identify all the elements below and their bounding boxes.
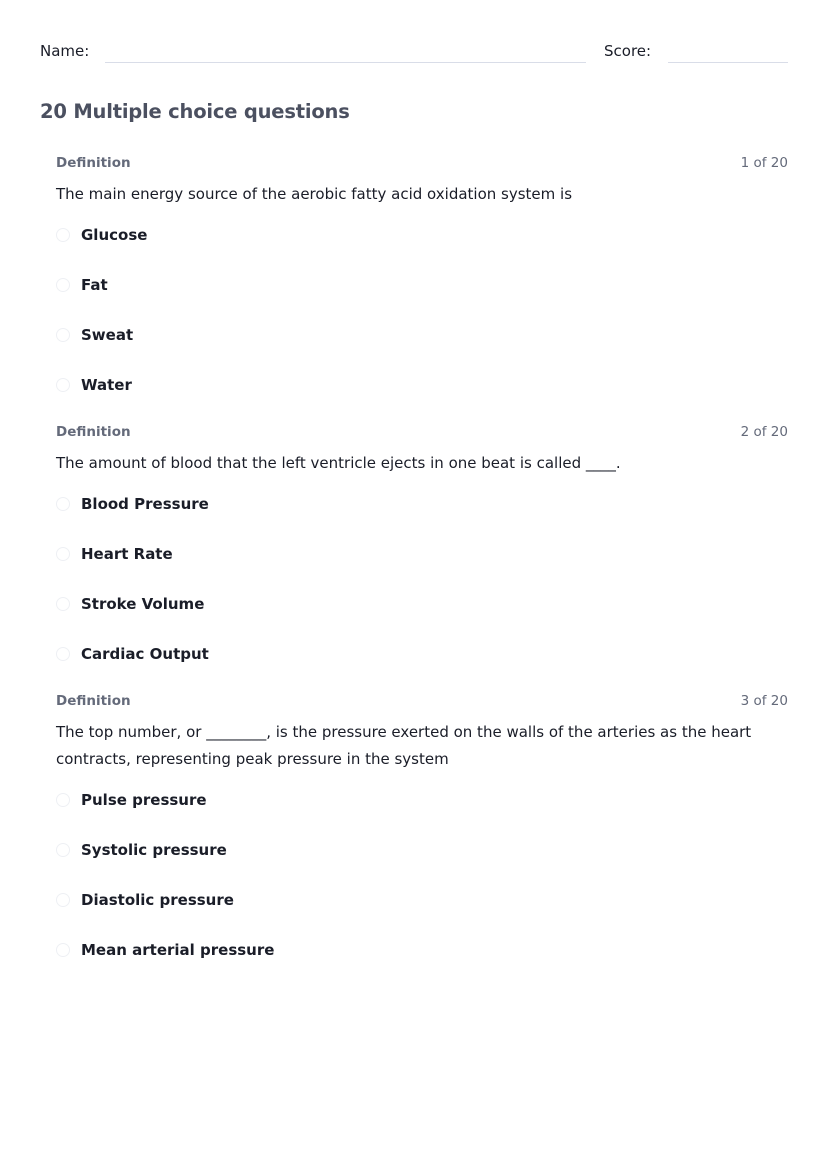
question-counter: 2 of 20	[740, 424, 788, 440]
option-label: Fat	[81, 276, 108, 294]
answer-option[interactable]	[56, 793, 788, 843]
question-2	[56, 424, 788, 697]
option-label: Diastolic pressure	[81, 891, 234, 909]
name-line[interactable]	[105, 62, 586, 63]
option-label: Glucose	[81, 226, 148, 244]
answer-option[interactable]	[56, 497, 788, 547]
question-kind: Definition	[56, 155, 131, 171]
score-line[interactable]	[668, 62, 788, 63]
answer-option[interactable]	[56, 278, 788, 328]
question-counter: 1 of 20	[740, 155, 788, 171]
score-label: Score:	[604, 42, 652, 60]
question-header	[56, 693, 788, 711]
option-label: Water	[81, 376, 132, 394]
radio-icon[interactable]	[56, 328, 70, 342]
radio-icon[interactable]	[56, 228, 70, 242]
option-label: Cardiac Output	[81, 645, 209, 663]
answer-options	[56, 228, 788, 428]
option-label: Sweat	[81, 326, 134, 344]
radio-icon[interactable]	[56, 793, 70, 807]
answer-option[interactable]	[56, 378, 788, 428]
question-counter: 3 of 20	[740, 693, 788, 709]
header-row	[40, 40, 788, 66]
answer-option[interactable]	[56, 943, 788, 993]
question-header	[56, 424, 788, 442]
answer-option[interactable]	[56, 547, 788, 597]
answer-option[interactable]	[56, 647, 788, 697]
question-1	[56, 155, 788, 428]
option-label: Blood Pressure	[81, 495, 209, 513]
question-3	[56, 693, 788, 993]
radio-icon[interactable]	[56, 378, 70, 392]
answer-option[interactable]	[56, 328, 788, 378]
radio-icon[interactable]	[56, 647, 70, 661]
question-header	[56, 155, 788, 173]
radio-icon[interactable]	[56, 943, 70, 957]
option-label: Mean arterial pressure	[81, 941, 275, 959]
answer-option[interactable]	[56, 893, 788, 943]
question-text: The main energy source of the aerobic fatty acid oxidation system is	[56, 185, 573, 203]
answer-options	[56, 497, 788, 697]
answer-option[interactable]	[56, 228, 788, 278]
name-label: Name:	[40, 42, 90, 60]
radio-icon[interactable]	[56, 893, 70, 907]
question-kind: Definition	[56, 693, 131, 709]
radio-icon[interactable]	[56, 497, 70, 511]
answer-option[interactable]	[56, 843, 788, 893]
option-label: Stroke Volume	[81, 595, 205, 613]
answer-option[interactable]	[56, 597, 788, 647]
option-label: Pulse pressure	[81, 791, 207, 809]
question-text: The top number, or ________, is the pressure exerted on the walls of the arteries as the heart contracts, representing peak pressure in the system	[56, 723, 752, 768]
radio-icon[interactable]	[56, 597, 70, 611]
section-title: 20 Multiple choice questions	[40, 100, 350, 123]
question-text: The amount of blood that the left ventricle ejects in one beat is called ____.	[56, 454, 621, 472]
answer-options	[56, 793, 788, 993]
radio-icon[interactable]	[56, 547, 70, 561]
question-kind: Definition	[56, 424, 131, 440]
radio-icon[interactable]	[56, 843, 70, 857]
option-label: Heart Rate	[81, 545, 173, 563]
option-label: Systolic pressure	[81, 841, 227, 859]
radio-icon[interactable]	[56, 278, 70, 292]
